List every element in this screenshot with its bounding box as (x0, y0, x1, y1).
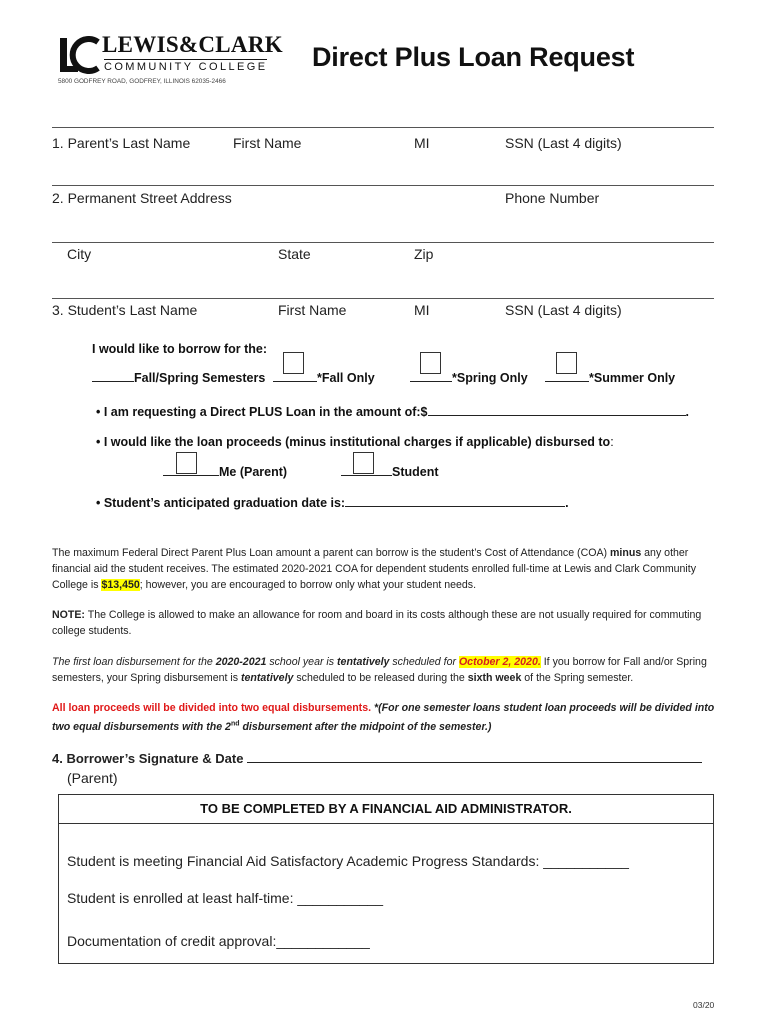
ordinal-sup: nd (230, 720, 240, 727)
schedule-text-2: school year is (266, 656, 338, 668)
graduation-date-field[interactable] (345, 506, 565, 507)
schedule-text: The first loan disbursement for the (52, 656, 216, 668)
signature-field[interactable] (247, 762, 702, 763)
colon: : (610, 435, 614, 449)
option-summer-only[interactable] (545, 371, 675, 385)
disbursement-row (96, 435, 614, 449)
graduation-date-label: • Student’s anticipated graduation date is: (96, 496, 346, 510)
credit-approval-line[interactable]: Documentation of credit approval:____________ (67, 933, 370, 949)
college-logo (58, 32, 283, 92)
note-paragraph (52, 607, 716, 639)
student-blank[interactable] (341, 475, 392, 476)
student-ssn-label: SSN (Last 4 digits) (505, 302, 622, 318)
logo-name: LEWIS&CLARK (102, 32, 283, 57)
phone-number-label: Phone Number (505, 190, 600, 206)
divider (52, 185, 714, 186)
coa-paragraph (52, 545, 716, 593)
divider (52, 127, 714, 128)
signature-label: 4. Borrower’s Signature & Date (52, 751, 244, 766)
divider (52, 298, 714, 299)
option-me-parent-label: Me (Parent) (219, 465, 288, 479)
option-spring-only-label: *Spring Only (452, 371, 528, 385)
lc-logo-icon (58, 36, 102, 74)
me-parent-blank[interactable] (163, 475, 219, 476)
coa-text: The maximum Federal Direct Parent Plus Loan amount a parent can borrow is the student’s Cost of Attendance (COA) (52, 547, 611, 559)
school-year: 2020-2021 (215, 656, 267, 668)
schedule-text-4: If you borrow for Fall and/or Spring semesters, your Spring disbursement is (52, 656, 707, 684)
option-student-label: Student (392, 465, 439, 479)
option-fall-only[interactable] (273, 371, 375, 385)
option-fall-only-label: *Fall Only (317, 371, 375, 385)
option-fall-spring[interactable] (92, 371, 265, 385)
first-disbursement-date: October 2, 2020. (458, 656, 541, 668)
minus-text: minus (610, 547, 642, 559)
parent-ssn-label: SSN (Last 4 digits) (505, 135, 622, 151)
spring-only-blank[interactable] (410, 381, 452, 382)
one-semester-note: *(For one semester loans student loan proceeds will be divided into two equal disbursements with the 2 (52, 702, 715, 733)
half-time-enrollment-line[interactable]: Student is enrolled at least half-time: ___________ (67, 890, 383, 906)
coa-amount: $13,450 (101, 579, 140, 591)
disbursement-schedule-paragraph (52, 654, 716, 686)
admin-box-title: TO BE COMPLETED BY A FINANCIAL AID ADMINISTRATOR. (200, 801, 572, 816)
fall-spring-blank[interactable] (92, 381, 134, 382)
one-semester-note-2: disbursement after the midpoint of the semester.) (239, 720, 492, 733)
disbursement-label: • I would like the loan proceeds (minus institutional charges if applicable) disbursed to (96, 435, 611, 449)
student-mi-label: MI (414, 302, 430, 318)
schedule-text-5: scheduled to be released during the (293, 672, 468, 684)
loan-amount-row (96, 405, 689, 419)
note-label: NOTE: (52, 609, 85, 621)
loan-amount-label: • I am requesting a Direct PLUS Loan in the amount of:$ (96, 405, 428, 419)
schedule-text-3: scheduled for (389, 656, 459, 668)
parent-first-name-label: First Name (233, 135, 302, 151)
street-address-label: 2. Permanent Street Address (52, 190, 232, 206)
college-address: 5800 GODFREY ROAD, GODFREY, ILLINOIS 62035-2466 (58, 78, 226, 85)
borrow-prompt: I would like to borrow for the: (92, 342, 267, 356)
option-fall-spring-label: Fall/Spring Semesters (134, 371, 266, 385)
equal-disbursement-paragraph (52, 700, 716, 735)
admin-divider (59, 823, 713, 824)
option-student[interactable] (341, 465, 439, 479)
logo-subtitle: COMMUNITY COLLEGE (104, 61, 268, 73)
parent-mi-label: MI (414, 135, 430, 151)
sap-standards-line[interactable]: Student is meeting Financial Aid Satisfactory Academic Progress Standards: ___________ (67, 853, 629, 869)
city-label: City (67, 246, 92, 262)
tentatively-text-2: tentatively (241, 672, 294, 684)
loan-amount-field[interactable] (428, 415, 686, 416)
state-label: State (278, 246, 311, 262)
summer-only-blank[interactable] (545, 381, 589, 382)
period: . (685, 405, 689, 419)
zip-label: Zip (414, 246, 434, 262)
form-revision-code: 03/20 (693, 1000, 715, 1010)
note-text: The College is allowed to make an allowance for room and board in its costs although these are not usually required for commuting college students. (52, 609, 702, 637)
coa-text-2: any other financial aid the student receives. The estimated 2020-2021 COA for dependent students enrolled full-time at Lewis and Clark Community College is (52, 547, 697, 591)
graduation-date-row (96, 496, 569, 510)
page-title: Direct Plus Loan Request (312, 42, 635, 72)
financial-aid-admin-box (58, 794, 714, 964)
option-me-parent[interactable] (163, 465, 287, 479)
sixth-week: sixth week (467, 672, 522, 684)
student-first-name-label: First Name (278, 302, 347, 318)
parent-note: (Parent) (67, 770, 118, 786)
fall-only-blank[interactable] (273, 381, 317, 382)
schedule-text-6: of the Spring semester. (521, 672, 634, 684)
signature-row (52, 751, 702, 766)
parent-last-name-label: 1. Parent’s Last Name (52, 135, 191, 151)
option-spring-only[interactable] (410, 371, 528, 385)
coa-text-3: ; however, you are encouraged to borrow only what your student needs. (139, 579, 477, 591)
option-summer-only-label: *Summer Only (589, 371, 676, 385)
tentatively-text: tentatively (337, 656, 390, 668)
student-last-name-label: 3. Student’s Last Name (52, 302, 198, 318)
period: . (565, 496, 569, 510)
equal-disbursement-red: All loan proceeds will be divided into two equal disbursements. (52, 702, 372, 714)
divider (52, 242, 714, 243)
